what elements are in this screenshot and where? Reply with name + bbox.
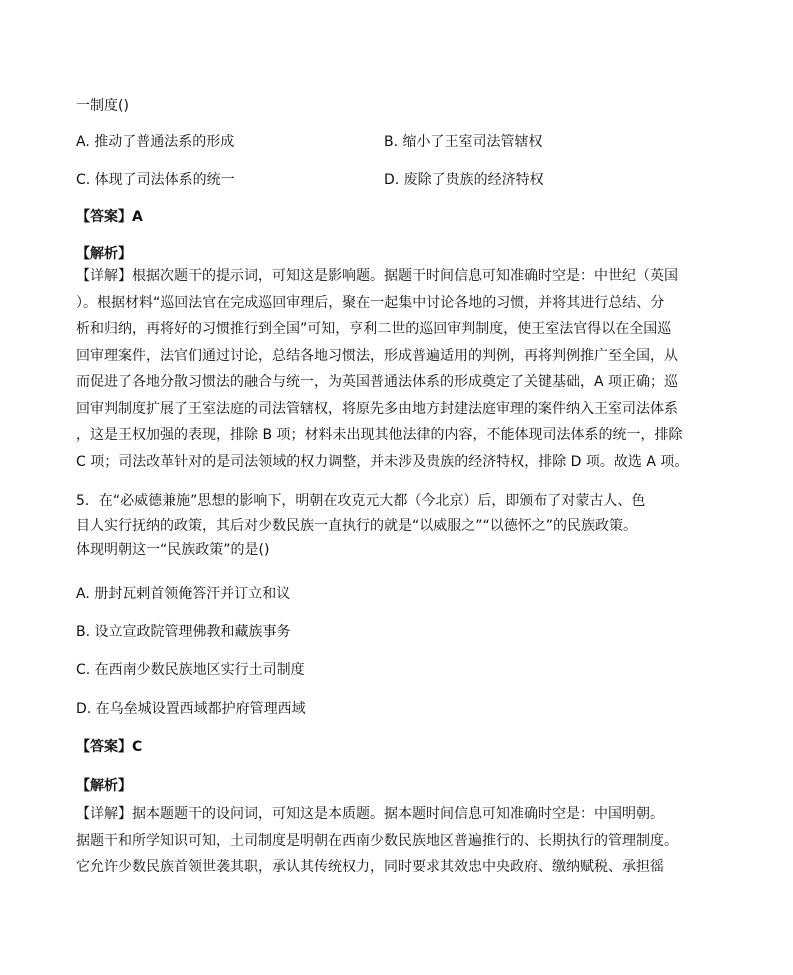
q5-option-c: C. 在西南少数民族地区实行土司制度 <box>76 662 305 678</box>
q5-stem <box>76 489 676 563</box>
q4-detail-line: 回审理案件，法官们通过讨论，总结各地习惯法，形成普遍适用的判例，再将判例推广至全国，从 <box>76 347 678 364</box>
q5-option-a: A. 册封瓦剌首领俺答汗并订立和议 <box>76 586 291 602</box>
q5-answer-label: 【答案】 <box>76 739 132 755</box>
q5-detail-line: 据题干和所学知识可知，土司制度是明朝在西南少数民族地区普遍推行的、长期执行的管理制度。 <box>76 832 678 849</box>
q5-detail <box>76 801 676 881</box>
q5-detail-line: 它允许少数民族首领世袭其职，承认其传统权力，同时要求其效忠中央政府、缴纳赋税、承担徭 <box>76 859 664 875</box>
q5-stem-line: 体现明朝这一“民族政策”的是() <box>76 542 270 558</box>
q4-detail-line: ）。根据材料“巡回法官在完成巡回审理后，聚在一起集中讨论各地的习惯，并将其进行总结、分 <box>76 294 665 311</box>
q5-analysis-label: 【解析】 <box>76 778 132 794</box>
q5-answer-value: C <box>132 739 143 755</box>
q4-stem-tail: 一制度() <box>76 98 129 114</box>
q4-option-c: C. 体现了司法体系的统一 <box>76 172 235 188</box>
q4-detail-line: 【详解】根据次题干的提示词，可知这是影响题。据题干时间信息可知准确时空是：中世纪（英国 <box>76 268 678 284</box>
q4-detail-line: C 项；司法改革针对的是司法领域的权力调整，并未涉及贵族的经济特权，排除 D 项。故选 A 项。 <box>76 453 689 470</box>
q5-stem-line: 目人实行抚纳的政策，其后对少数民族一直执行的就是“以威服之”“以德怀之”的民族政策。 <box>76 517 638 534</box>
q4-detail <box>76 263 689 475</box>
q4-option-b: B. 缩小了王室司法管辖权 <box>384 134 543 150</box>
q5-detail-line: 【详解】据本题题干的设问词，可知这是本质题。据本题时间信息可知准确时空是：中国明朝。 <box>76 806 664 822</box>
q5-answer <box>76 738 142 756</box>
q4-detail-line: ，这是王权加强的表现，排除 B 项；材料未出现其他法律的内容，不能体现司法体系的统一，排除 <box>76 427 683 443</box>
q5-option-b: B. 设立宣政院管理佛教和藏族事务 <box>76 624 291 640</box>
q4-detail-line: 而促进了各地分散习惯法的融合与统一，为英国普通法体系的形成奠定了关键基础，A 项正确；巡 <box>76 374 679 390</box>
q4-analysis-label: 【解析】 <box>76 246 132 262</box>
q5-stem-line: 5．在“必威德兼施”思想的影响下，明朝在攻克元大都（今北京）后，即颁布了对蒙古人、色 <box>76 493 646 509</box>
q4-answer <box>76 208 143 226</box>
q4-option-d: D. 废除了贵族的经济特权 <box>384 172 544 188</box>
q5-option-d: D. 在乌垒城设置西域都护府管理西域 <box>76 701 306 717</box>
q4-option-a: A. 推动了普通法系的形成 <box>76 134 235 150</box>
q4-detail-line: 回审判制度扩展了王室法庭的司法管辖权，将原先多由地方封建法庭审理的案件纳入王室司法体系 <box>76 400 678 417</box>
q4-answer-label: 【答案】 <box>76 209 132 225</box>
q4-detail-line: 析和归纳，再将好的习惯推行到全国”可知，亨利二世的巡回审判制度，使王室法官得以在全国巡 <box>76 321 672 337</box>
q4-answer-value: A <box>132 209 143 225</box>
